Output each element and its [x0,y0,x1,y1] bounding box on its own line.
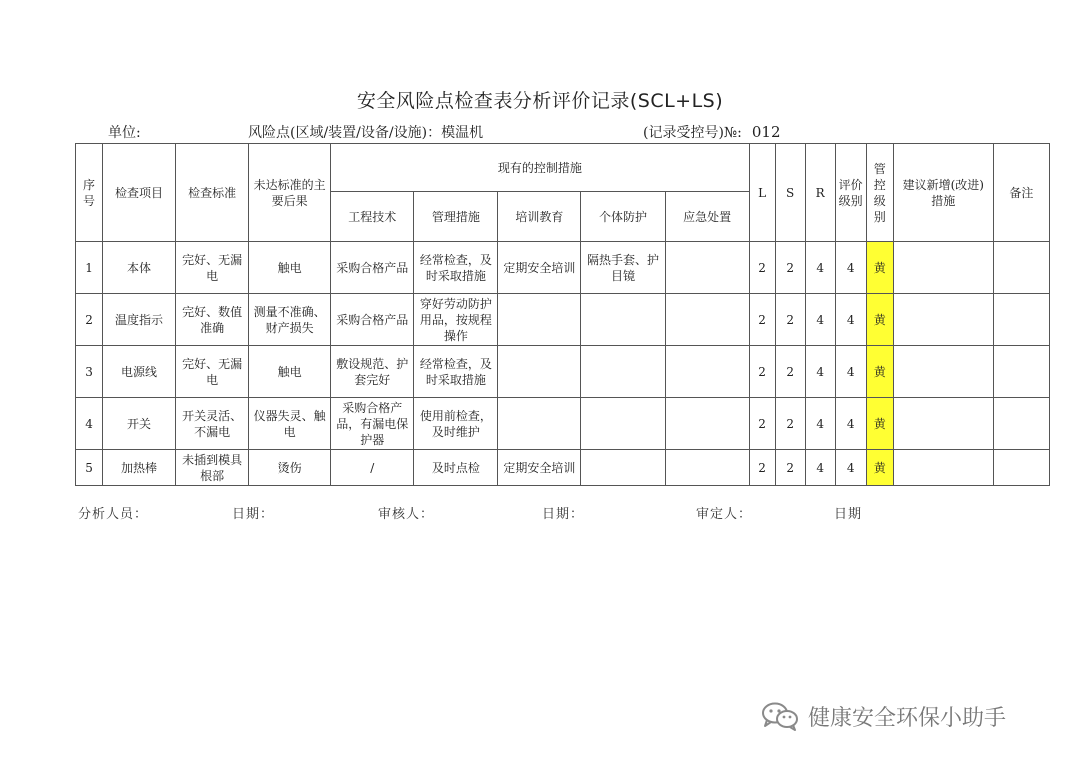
cell-engineering: 采购合格产品 [331,294,414,346]
header-controls: 现有的控制措施 [331,144,749,192]
cell-item: 本体 [103,242,176,294]
cell-ppe [581,450,665,486]
cell-suggestion [893,398,993,450]
cell-standard: 完好、数值准确 [176,294,249,346]
risk-point-label: 风险点(区域/装置/设备/设施)：模温机 [248,125,484,141]
cell-seq: 4 [76,398,103,450]
cell-R: 4 [805,398,835,450]
header-seq: 序号 [76,144,103,242]
cell-eval-level: 4 [835,242,866,294]
cell-eval-level: 4 [835,450,866,486]
cell-standard: 未插到模具根部 [176,450,249,486]
record-control-number [643,122,781,142]
cell-eval-level: 4 [835,346,866,398]
cell-ppe [581,346,665,398]
cell-seq: 1 [76,242,103,294]
footer-date-3: 日期 [834,507,863,522]
cell-training: 定期安全培训 [498,450,581,486]
footer-reviewer: 审核人： [378,507,435,522]
cell-remark [993,294,1049,346]
cell-engineering: 采购合格产品，有漏电保护器 [331,398,414,450]
cell-eval-level: 4 [835,398,866,450]
cell-emergency [665,398,749,450]
header-training: 培训教育 [498,192,581,242]
unit-label: 单位: [108,125,141,141]
footer-analyst: 分析人员： [78,507,149,522]
cell-management: 使用前检查，及时维护 [414,398,498,450]
header-L: L [749,144,775,242]
cell-consequence: 测量不准确、财产损失 [249,294,331,346]
table-row [76,346,1050,398]
table-row [76,398,1050,450]
cell-ppe [581,294,665,346]
watermark [760,700,1006,732]
header-emergency: 应急处置 [665,192,749,242]
cell-suggestion [893,242,993,294]
cell-emergency [665,346,749,398]
cell-control-level: 黄 [866,346,893,398]
cell-item: 开关 [103,398,176,450]
cell-engineering: 采购合格产品 [331,242,414,294]
header-engineering: 工程技术 [331,192,414,242]
cell-management: 穿好劳动防护用品，按规程操作 [414,294,498,346]
cell-suggestion [893,294,993,346]
header-R: R [805,144,835,242]
cell-remark [993,242,1049,294]
header-management: 管理措施 [414,192,498,242]
table-header-row [76,144,1050,192]
cell-standard: 开关灵活、不漏电 [176,398,249,450]
cell-S: 2 [775,346,805,398]
cell-item: 加热棒 [103,450,176,486]
cell-control-level: 黄 [866,294,893,346]
watermark-text: 健康安全环保小助手 [808,705,1007,731]
cell-remark [993,398,1049,450]
cell-control-level: 黄 [866,450,893,486]
cell-management: 及时点检 [414,450,498,486]
header-control-level: 管控级别 [866,144,893,242]
footer-date-2: 日期： [542,507,585,522]
cell-S: 2 [775,450,805,486]
cell-eval-level: 4 [835,294,866,346]
cell-suggestion [893,346,993,398]
cell-emergency [665,242,749,294]
cell-engineering: / [331,450,414,486]
header-item: 检查项目 [103,144,176,242]
cell-consequence: 触电 [249,346,331,398]
page-title: 安全风险点检查表分析评价记录(SCL+LS) [356,90,724,112]
cell-control-level: 黄 [866,242,893,294]
risk-analysis-table [75,143,1050,486]
header-ppe: 个体防护 [581,192,665,242]
cell-consequence: 烫伤 [249,450,331,486]
cell-standard: 完好、无漏电 [176,346,249,398]
cell-R: 4 [805,450,835,486]
cell-S: 2 [775,242,805,294]
record-number: 012 [751,123,781,141]
cell-R: 4 [805,294,835,346]
cell-R: 4 [805,242,835,294]
header-suggestion: 建议新增(改进)措施 [893,144,993,242]
header-remark: 备注 [993,144,1049,242]
cell-training [498,346,581,398]
cell-remark [993,450,1049,486]
cell-management: 经常检查，及时采取措施 [414,346,498,398]
table-row [76,294,1050,346]
cell-management: 经常检查，及时采取措施 [414,242,498,294]
cell-training: 定期安全培训 [498,242,581,294]
cell-standard: 完好、无漏电 [176,242,249,294]
cell-item: 电源线 [103,346,176,398]
cell-seq: 2 [76,294,103,346]
cell-seq: 5 [76,450,103,486]
cell-emergency [665,450,749,486]
table-row [76,242,1050,294]
cell-suggestion [893,450,993,486]
cell-S: 2 [775,398,805,450]
header-eval-level: 评价级别 [835,144,866,242]
cell-S: 2 [775,294,805,346]
cell-ppe [581,398,665,450]
cell-consequence: 触电 [249,242,331,294]
cell-L: 2 [749,450,775,486]
cell-emergency [665,294,749,346]
table-row [76,450,1050,486]
cell-consequence: 仪器失灵、触电 [249,398,331,450]
header-standard: 检查标准 [176,144,249,242]
record-label: (记录受控号)№: [643,125,742,141]
cell-L: 2 [749,346,775,398]
cell-ppe: 隔热手套、护目镜 [581,242,665,294]
cell-L: 2 [749,294,775,346]
footer-date-1: 日期： [232,507,275,522]
cell-control-level: 黄 [866,398,893,450]
wechat-icon [760,701,800,731]
cell-engineering: 敷设规范、护套完好 [331,346,414,398]
header-S: S [775,144,805,242]
cell-seq: 3 [76,346,103,398]
cell-R: 4 [805,346,835,398]
cell-item: 温度指示 [103,294,176,346]
header-consequence: 未达标准的主要后果 [249,144,331,242]
cell-L: 2 [749,398,775,450]
cell-L: 2 [749,242,775,294]
cell-training [498,294,581,346]
cell-remark [993,346,1049,398]
cell-training [498,398,581,450]
footer-approver: 审定人： [696,507,753,522]
